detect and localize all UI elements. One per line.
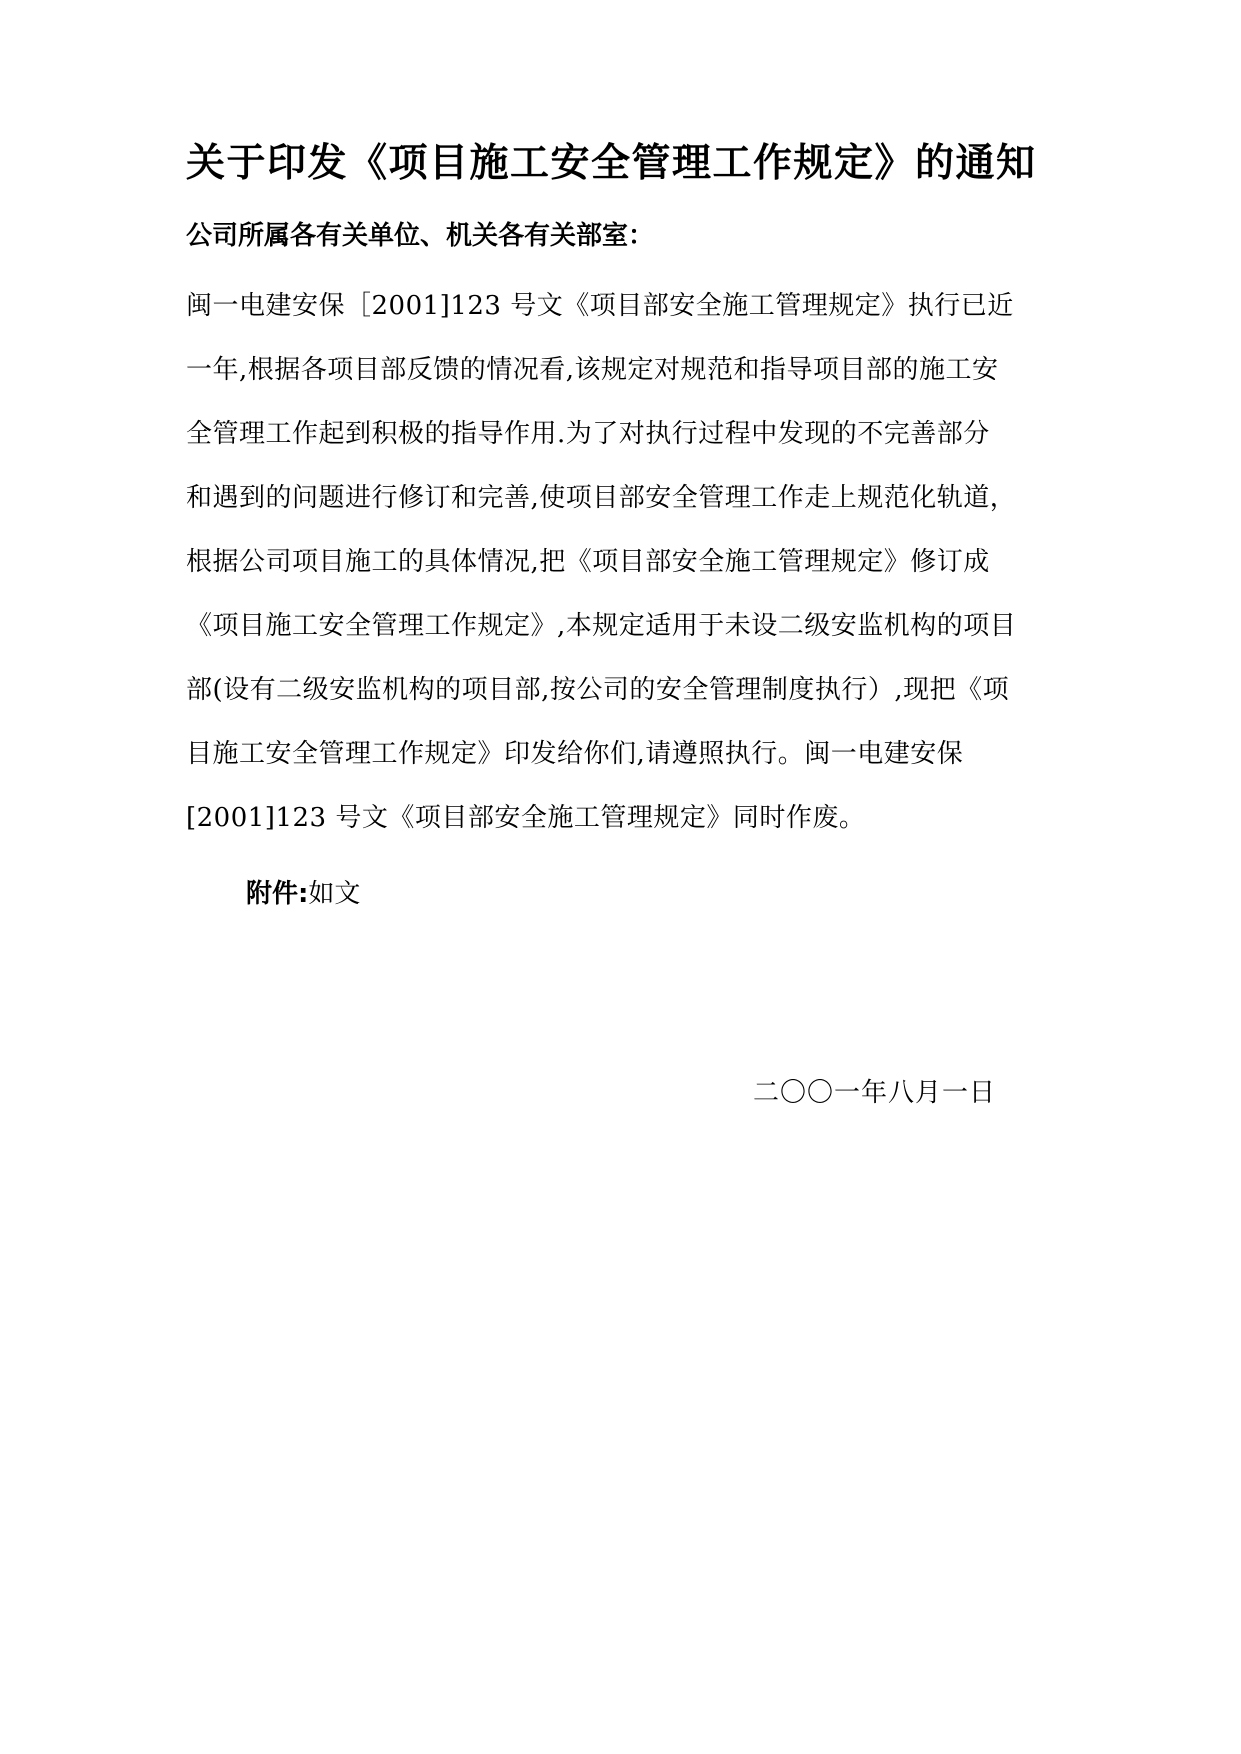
attachment-note [246,874,360,914]
body-line: 根据公司项目施工的具体情况,把《项目部安全施工管理规定》修订成 [186,547,990,577]
body-line: 一年,根据各项目部反馈的情况看,该规定对规范和指导项目部的施工安 [186,355,999,385]
body-line: 部(设有二级安监机构的项目部,按公司的安全管理制度执行）,现把《项 [186,675,1010,705]
attachment-value: 如文 [308,879,361,909]
body-line: 《项目施工安全管理工作规定》,本规定适用于未设二级安监机构的项目 [186,611,1017,641]
body-paragraph [186,274,1086,850]
salutation: 公司所属各有关单位、机关各有关部室： [186,221,655,251]
document-title: 关于印发《项目施工安全管理工作规定》的通知 [186,141,1037,186]
body-line: 闽一电建安保［2001]123 号文《项目部安全施工管理规定》执行已近 [186,291,1014,321]
issue-date: 二〇〇一年八月一日 [753,1078,997,1108]
body-line: 全管理工作起到积极的指导作用.为了对执行过程中发现的不完善部分 [186,419,990,449]
body-line: 目施工安全管理工作规定》印发给你们,请遵照执行。闽一电建安保 [186,739,964,769]
body-line: [2001]123 号文《项目部安全施工管理规定》同时作废。 [186,803,866,833]
attachment-label: 附件: [246,879,309,909]
body-line: 和遇到的问题进行修订和完善,使项目部安全管理工作走上规范化轨道， [186,483,1017,513]
